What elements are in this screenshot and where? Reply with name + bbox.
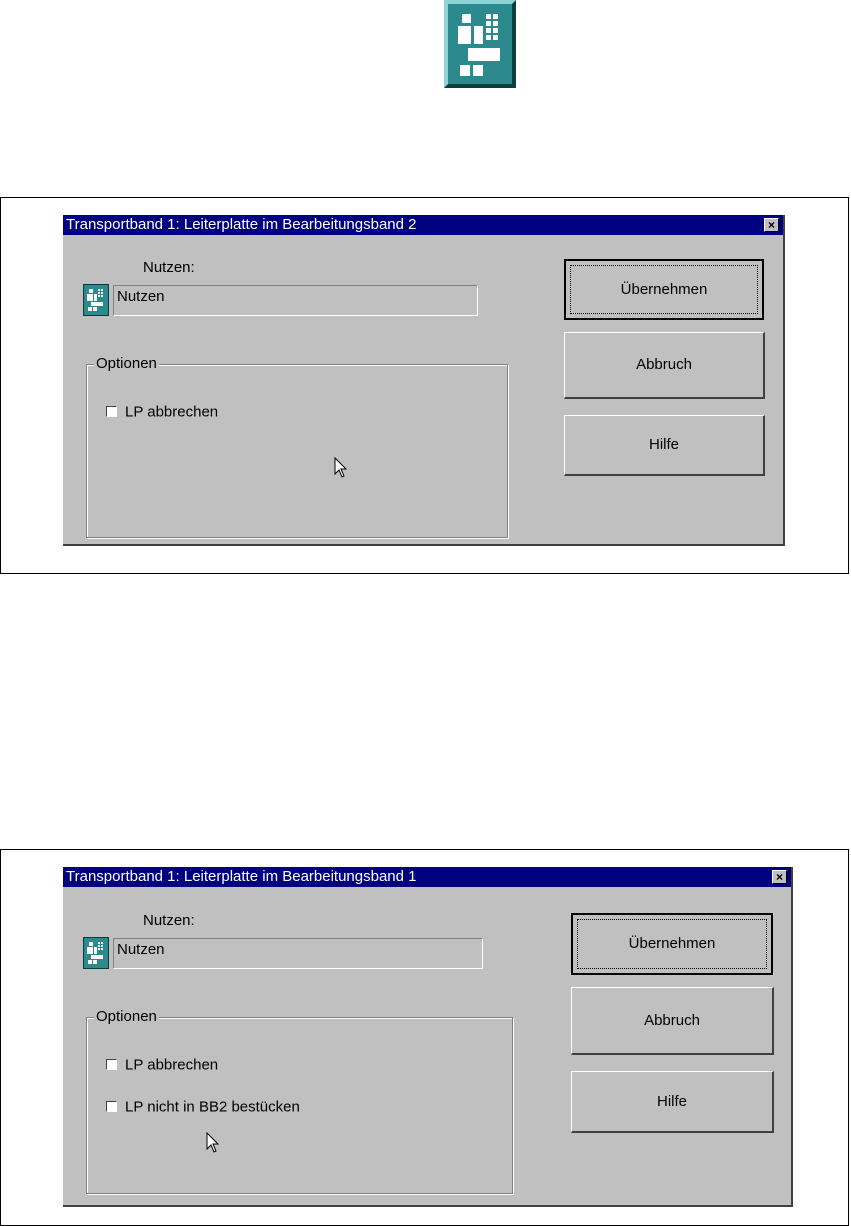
uebernehmen-button[interactable] (564, 259, 764, 320)
hilfe-label: Hilfe (656, 1093, 687, 1110)
nutzen-field[interactable]: Nutzen (113, 285, 478, 316)
option-lp-nicht-in-bb2[interactable] (106, 1098, 300, 1118)
lp-nicht-in-bb2-label: LP nicht in BB2 bestücken (125, 1098, 300, 1116)
close-icon[interactable]: × (764, 218, 779, 232)
nutzen-field[interactable]: Nutzen (113, 938, 483, 969)
uebernehmen-label: Übernehmen (620, 281, 708, 298)
layout-grid-icon (83, 284, 109, 316)
layout-grid-icon (83, 937, 109, 969)
options-legend: Optionen (96, 355, 157, 372)
lp-abbrechen-label: LP abbrechen (125, 403, 219, 421)
dialog-titlebar (63, 215, 783, 235)
app-layout-icon (444, 0, 516, 88)
lp-abbrechen-label: LP abbrechen (125, 1056, 219, 1074)
options-legend: Optionen (96, 1008, 157, 1025)
lp-abbrechen-checkbox[interactable] (106, 1059, 117, 1070)
lp-nicht-in-bb2-checkbox[interactable] (106, 1101, 117, 1112)
mouse-pointer-icon (334, 457, 348, 479)
dialog-bearbeitungsband-1 (63, 867, 793, 1207)
hilfe-button[interactable] (564, 415, 765, 476)
dialog-title: Transportband 1: Leiterplatte im Bearbeitungsband 1 (66, 868, 417, 885)
abbruch-button[interactable] (571, 987, 774, 1055)
options-groupbox (86, 1008, 513, 1194)
dialog-bearbeitungsband-2 (63, 215, 785, 546)
lp-abbrechen-checkbox[interactable] (106, 406, 117, 417)
hilfe-button[interactable] (571, 1071, 774, 1133)
screenshot-frame-2 (0, 849, 849, 1226)
screenshot-frame-1 (0, 197, 849, 574)
abbruch-label: Abbruch (644, 1012, 700, 1029)
abbruch-button[interactable] (564, 332, 765, 399)
options-groupbox (86, 355, 508, 538)
hilfe-label: Hilfe (648, 436, 679, 453)
nutzen-label: Nutzen: (143, 912, 195, 929)
dialog-title: Transportband 1: Leiterplatte im Bearbeitungsband 2 (66, 216, 417, 233)
option-lp-abbrechen[interactable] (106, 403, 218, 423)
dialog-titlebar (63, 867, 791, 887)
close-icon[interactable]: × (772, 870, 787, 884)
mouse-pointer-icon (206, 1132, 220, 1154)
uebernehmen-button[interactable] (571, 913, 773, 975)
option-lp-abbrechen[interactable] (106, 1056, 218, 1076)
nutzen-label: Nutzen: (143, 259, 195, 276)
uebernehmen-label: Übernehmen (628, 935, 716, 952)
abbruch-label: Abbruch (636, 356, 692, 373)
